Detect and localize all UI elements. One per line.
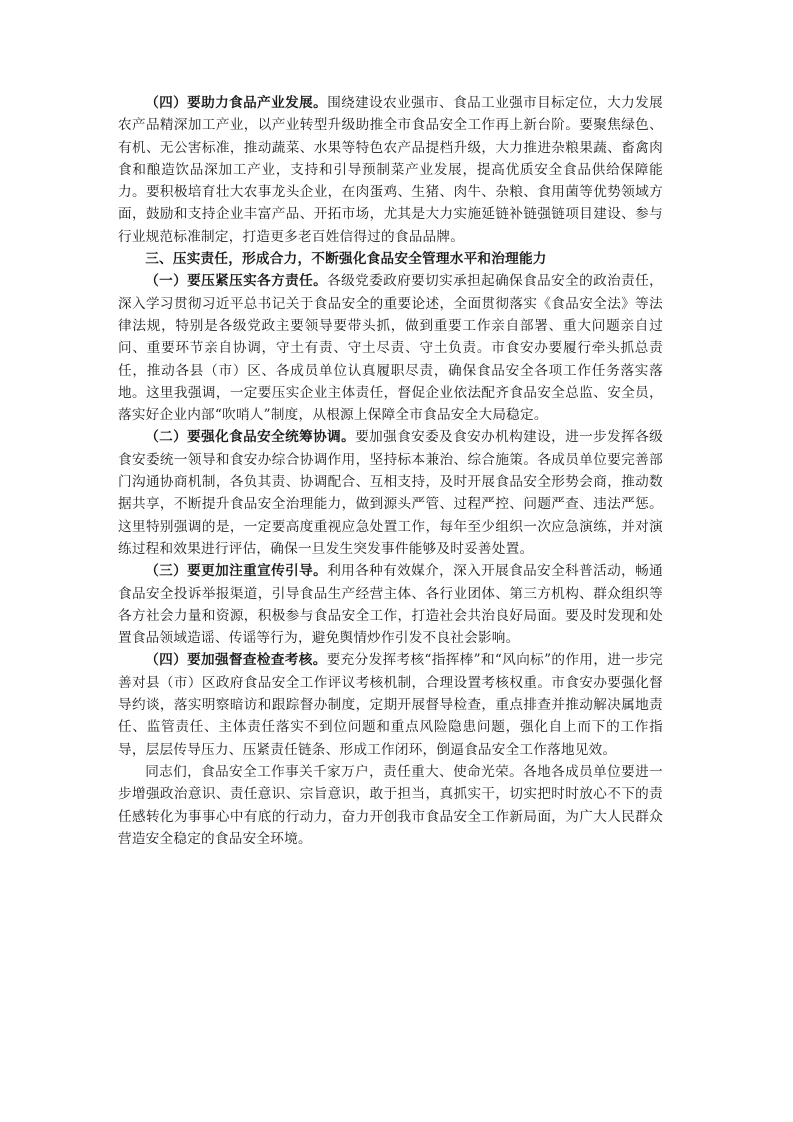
paragraph-body: 要充分发挥考核“指挥棒”和“风向标”的作用，进一步完善对县（市）区政府食品安全工作评议考核机制，合理设置考核权重。市食安办要强化督导约谈，落实明察暗访和跟踪督办制度，定期开展督导检查，重点排查并推动解决属地责任、监管责任、主体责任落实不到位问题和重点风险隐患问题，强化自上而下的工作指导，层层传导压力、压紧责任链条、形成工作闭环，倒逼食品安全工作落地见效。 (118, 652, 664, 758)
document-page (118, 92, 663, 850)
paragraph-closing (118, 761, 663, 850)
paragraph-publicity (118, 560, 663, 649)
paragraph-heading: （四）要加强督查检查考核。 (145, 652, 327, 669)
paragraph-food-industry (118, 92, 663, 248)
paragraph-body: 各级党委政府要切实承担起确保食品安全的政治责任，深入学习贯彻习近平总书记关于食品安全的重要论述，全面贯彻落实《食品安全法》等法律法规，特别是各级党政主要领导要带头抓，做到重要工作亲自部署、重大问题亲自过问、重要环节亲自协调，守土有责、守土尽责、守土负责。市食安办要履行牵头抓总责任，推动各县（市）区、各成员单位认真履职尽责，确保食品安全各项工作任务落实落地。这里我强调，一定要压实企业主体责任，督促企业依法配齐食品安全总监、安全员，落实好企业内部“吹哨人”制度，从根源上保障全市食品安全大局稳定。 (118, 273, 664, 424)
paragraph-body: 同志们，食品安全工作事关千家万户，责任重大、使命光荣。各地各成员单位要进一步增强政治意识、责任意识、宗旨意识，敢于担当，真抓实干，切实把时时放心不下的责任感转化为事事心中有底的行动力，奋力开创我市食品安全工作新局面，为广大人民群众营造安全稳定的食品安全环境。 (118, 763, 663, 847)
paragraph-coordination (118, 426, 663, 560)
paragraph-heading: （四）要助力食品产业发展。 (145, 95, 328, 111)
paragraph-body: 要加强食安委及食安办机构建设，进一步发挥各级食安委统一领导和食安办综合协调作用，坚持标本兼治、综合施策。各成员单位要完善部门沟通协商机制，各负其责、协调配合、互相支持，及时开展食品安全形势会商，推动数据共享，不断提升食品安全治理能力，做到源头严管、过程严控、问题严查、违法严惩。这里特别强调的是，一定要高度重视应急处置工作，每年至少组织一次应急演练，并对演练过程和效果进行评估，确保一旦发生突发事件能够及时妥善处置。 (118, 429, 664, 557)
paragraph-body: 围绕建设农业强市、食品工业强市目标定位，大力发展农产品精深加工产业，以产业转型升级助推全市食品安全工作再上新台阶。要聚焦绿色、有机、无公害标准，推动蔬菜、水果等特色农产品提档升级，大力推进杂粮果蔬、畜禽肉食和酿造饮品深加工产业，支持和引导预制菜产业发展，提高优质安全食品供给保障能力。要积极培育壮大农事龙头企业，在肉蛋鸡、生猪、肉牛、杂粮、食用菌等优势领域方面，鼓励和支持企业丰富产品、开拓市场，尤其是大力实施延链补链强链项目建设、参与行业规范标准制定，打造更多老百姓信得过的食品品牌。 (118, 95, 664, 245)
paragraph-supervision (118, 649, 663, 760)
paragraph-heading: （三）要更加注重宣传引导。 (145, 563, 328, 580)
paragraph-responsibility (118, 270, 663, 426)
section-heading-three: 三、压实责任，形成合力，不断强化食品安全管理水平和治理能力 (145, 251, 547, 268)
paragraph-heading: （一）要压紧压实各方责任。 (145, 273, 328, 290)
paragraph-heading: （二）要强化食品安全统筹协调。 (145, 429, 356, 446)
paragraph-body: 利用各种有效媒介，深入开展食品安全科普活动，畅通食品安全投诉举报渠道，引导食品生产经营主体、各行业团体、第三方机构、群众组织等各方社会力量和资源，积极参与食品安全工作，打造社会共治良好局面。要及时发现和处置食品领域造谣、传谣等行为，避免舆情炒作引发不良社会影响。 (118, 563, 664, 647)
